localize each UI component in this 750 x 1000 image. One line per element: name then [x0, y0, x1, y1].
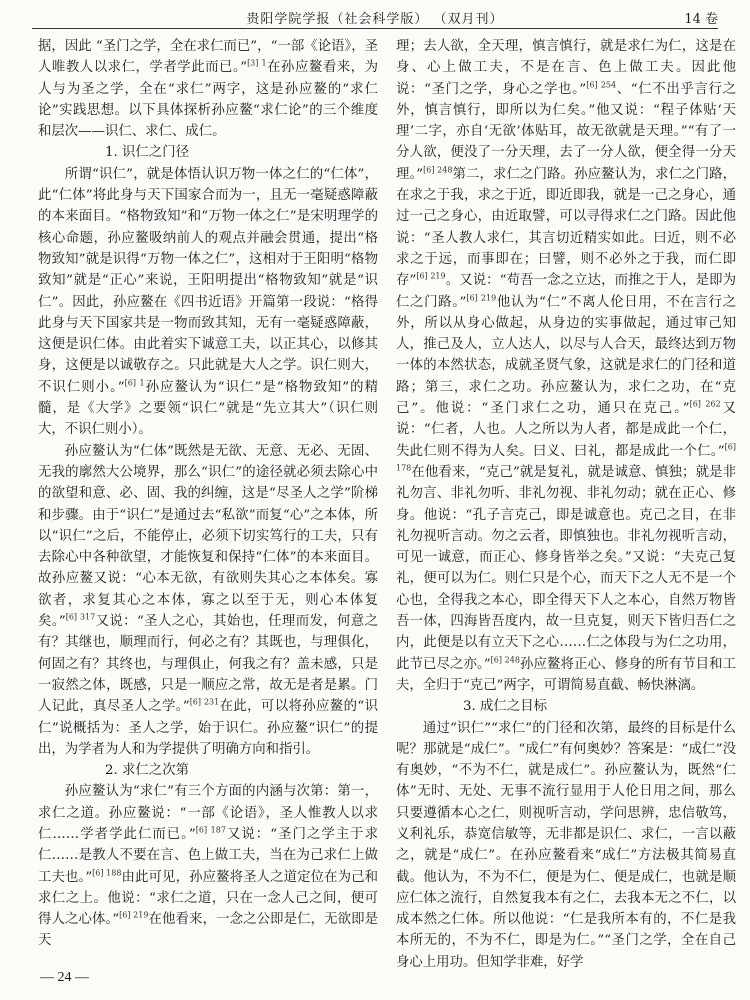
running-header [32, 6, 718, 29]
section-heading: 2. 求仁之次第 [104, 763, 189, 779]
paragraph: 据，因此 “圣门之学，全在求仁而已”，“一部《论语》，圣人唯教人以求仁，学者学此而已。”$^{[3] 1}$在孙应鳌看来，为人与为圣之学，全在“求仁”两字，这是孙应鳌的“求仁论”实践思想。以下具体探析孙应鳌“求仁论”的三个维度和层次——识仁、求仁、成仁。 [38, 39, 378, 140]
volume-label: 14 卷 [684, 12, 718, 27]
paragraph: 理；去人欲，全天理，慎言慎行，就是求仁为仁，这是在身、心上做工夫，不是在言、色上做工夫。因此他说：“圣门之学，身心之学也。”$^{[6] 254}$、“仁不出乎言行之外，慎言慎行，即所以为仁矣。”他又说：“程子体贴‘天理’二字，亦自‘无欲’体贴耳，故无欲就是天理。”“有了一分人欲，便没了一分天理，去了一分人欲，便全得一分天理。”$^{[6] 248}$第二，求仁之门路。孙应鳌认为，求仁之门路，在求之于我，求之于近，即近即我，就是一己之身心，通过一己之身心，由近取譬，可以寻得求仁之门路。因此他说：“圣人教人求仁，其言切近精实如此。曰近，则不必求之于远，而事即在；曰譬，则不必外之于我，而仁即存”$^{[6] 219}$。又说：“苟吾一念之立达，而推之于人，是即为仁之门路。”$^{[6] 219}$他认为“仁”不离人伦日用，不在言行之外，所以从身心做起，从身边的实事做起，通过审己知人，推己及人，立人达人，以尽与人合天，最终达到万物一体的本然状态，成就圣贤气象，这就是求仁的门径和道路；第三，求仁之功。孙应鳌认为，求仁之功，在“克己”。他说：“圣门求仁之功，通只在克己。”$^{[6] 262}$又说：“仁者，人也。人之所以为人者，都是成此一个仁，失此仁则不得为人矣。曰义、曰礼，都是成此一个仁。”$^{[6] 178}$在他看来，“克己”就是复礼，就是诚意、慎独；就是非礼勿言、非礼勿听、非礼勿视、非礼勿动；就在正心、修身。他说：“孔子言克己，即是诚意也。克己之目，在非礼勿视听言动。勿之云者，即慎独也。非礼勿视听言动，可见一诚意，而正心、修身皆举之矣。”又说：“夫克己复礼，便可以为仁。则仁只是个心，而天下之人无不是一个心也，全得我之本心，即全得天下人之本心，自然万物皆吾一体，四海皆吾度内，故一旦克复，则天下皆归吾仁之内，此便是以有立天下之心……仁之体段与为仁之功用，此节已尽之亦。”$^{[6] 248}$孙应鳌将正心、修身的所有节目和工夫，全归于“克己”两字，可谓简易直截、畅快淋漓。 [396, 39, 736, 693]
section-heading: 1. 识仁之门径 [104, 145, 189, 161]
right-column [396, 36, 736, 970]
paragraph: 通过“识仁”“求仁”的门径和次第，最终的目标是什么呢？那就是“成仁”。“成仁”有何奥妙？答案是：“成仁”没有奥妙，“不为不仁，就是成仁”。孙应鳌认为，既然“仁体”无时、无处、无事不流行显用于人伦日用之间，那么只要遵循本心之仁，则视听言动，学问思辨，忠信敬笃，义利礼乐，恭宽信敏等，无非都是识仁、求仁，一言以蔽之，就是“成仁”。在孙应鳌看来“成仁”方法极其简易直截。他认为，不为不仁，便是为仁、便是成仁，也就是顺应仁体之流行，自然复我本有之仁，去我本无之不仁，以成本然之仁体。所以他说：“仁是我所本有的，不仁是我本所无的，不为不仁，即是为仁。”“圣门之学，全在自己身心上用功。但知学非难，好学 [396, 720, 736, 970]
paragraph: 孙应鳌认为“仁体”既然是无欲、无意、无必、无固、无我的廓然大公境界，那么“识仁”的途径就必须去除心中的欲望和意、必、固、我的纠缠，这是“尽圣人之学”阶梯和步骤。由于“识仁”是通过去“私欲”而复“心”之本体，所以“识仁”之后，不能停止，必须下切实笃行的工夫，只有去除心中各种欲望，才能恢复和保持“仁体”的本来面目。故孙应鳌又说：“心本无欲，有欲则失其心之本体矣。寡欲者，求复其心之本体，寡之以至于无，则心本体复矣。”$^{[6] 317}$又说：“圣人之心，其始也，任理而发，何意之有？其继也，顺理而行，何必之有？其既也，与理俱化，何固之有？其终也，与理俱止，何我之有？盖未感，只是一寂然之体，既感，只是一顺应之常，故无是者是累。门人记此，真尽圣人之学。”$^{[6] 231}$在此，可以将孙应鳌的“识仁”说概括为：圣人之学，始于识仁。孙应鳌“识仁”的提出，为学者为人和为学提供了明确方向和指引。 [38, 443, 378, 757]
paragraph: 所谓“识仁”，就是体悟认识万物一体之仁的“仁体”，此“仁体”将此身与天下国家合而为一，且无一毫疑惑障蔽的本来面目。“格物致知”和“万物一体之仁”是宋明理学的核心命题，孙应鳌吸纳前人的观点并融会贯通，提出“格物致知”就是识得“万物一体之仁”，这相对于王阳明“格物致知”就是“正心”来说，王阳明提出“格物致知”就是“识仁”。因此，孙应鳌在《四书近语》开篇第一段说：“格得此身与天下国家共是一物而致其知，无有一毫疑惑障蔽，这便是识仁体。由此着实下诚意工夫，以正其心，以修其身，这便是以诚敬存之。只此就是大人之学。识仁则大，不识仁则小。”$^{[6] 1}$孙应鳌认为“识仁”是“格物致知”的精髓，是《大学》之要领“识仁”就是“先立其大”（识仁则大，不识仁则小）。 [38, 166, 378, 438]
paragraph: 孙应鳌认为“求仁”有三个方面的内涵与次第：第一，求仁之道。孙应鳌说：“一部《论语》，圣人惟教人以求仁……学者学此仁而已。”$^{[6] 187}$又说：“圣门之学主于求仁……是教人不要在言、色上做工夫，当在为己求仁上做工夫也。”$^{[6] 188}$由此可见，孙应鳌将圣人之道定位在为己和求仁之上。他说：“求仁之道，只在一念人己之间，便可得人之心体。”$^{[6] 219}$在他看来，一念之公即是仁，无欲即是天 [38, 784, 378, 949]
section-heading: 3. 成仁之目标 [462, 699, 547, 715]
page-number: — 24 — [40, 970, 89, 985]
left-column [38, 36, 378, 958]
journal-title: 贵阳学院学报（社会科学版） （双月刊） [246, 12, 504, 27]
